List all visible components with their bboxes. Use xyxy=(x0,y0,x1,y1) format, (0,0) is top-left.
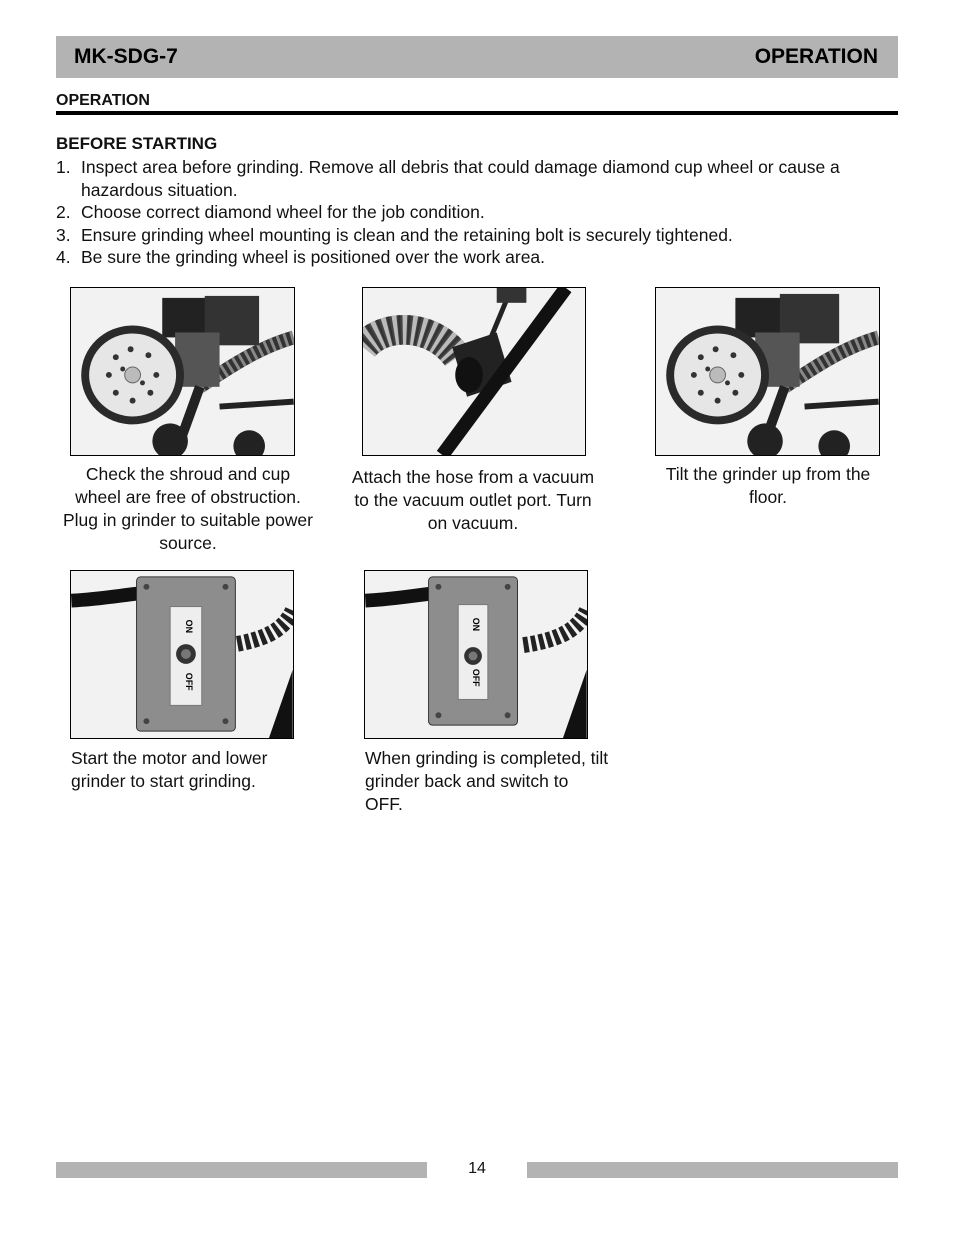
photo-grinder-tilt xyxy=(655,287,880,456)
figure-caption: Attach the hose from a vacuum to the vacuum outlet port. Turn on vacuum. xyxy=(351,467,595,533)
photo-switch-panel-off xyxy=(364,570,588,739)
switch-on-label: ON xyxy=(471,617,482,632)
list-item: 3. Ensure grinding wheel mounting is clean and the retaining bolt is securely tightened. xyxy=(56,224,733,245)
section-divider xyxy=(56,111,898,115)
section-header-title: OPERATION xyxy=(754,45,878,68)
list-item: 1. Inspect area before grinding. Remove all debris that could damage diamond cup wheel or cause a hazardous situation. xyxy=(56,157,840,200)
switch-off-label: OFF xyxy=(471,668,482,687)
figure-caption: Start the motor and lower grinder to start grinding. xyxy=(71,748,268,791)
header-bar xyxy=(56,36,898,78)
section-title: OPERATION xyxy=(56,92,150,109)
figure-caption: Tilt the grinder up from the floor. xyxy=(665,464,871,507)
switch-on-label: ON xyxy=(183,619,194,633)
page-number: 14 xyxy=(468,1160,486,1177)
footer-bar-left xyxy=(56,1162,427,1178)
list-item: 4. Be sure the grinding wheel is positioned over the work area. xyxy=(56,247,546,267)
photo-switch-panel-start xyxy=(70,570,294,739)
model-title: MK-SDG-7 xyxy=(74,45,178,68)
figure-caption: When grinding is completed, tilt grinder back and switch to OFF. xyxy=(365,748,609,814)
figure-caption: Check the shroud and cup wheel are free of obstruction. Plug in grinder to suitable power source. xyxy=(62,464,313,553)
photo-vacuum-hose xyxy=(362,287,586,456)
subsection-title: BEFORE STARTING xyxy=(56,134,218,153)
steps-list xyxy=(56,156,898,269)
photo-grinder-shroud xyxy=(70,287,295,456)
list-item: 2. Choose correct diamond wheel for the job condition. xyxy=(56,202,485,222)
footer-bar-right xyxy=(527,1162,898,1178)
switch-off-label: OFF xyxy=(183,672,194,691)
